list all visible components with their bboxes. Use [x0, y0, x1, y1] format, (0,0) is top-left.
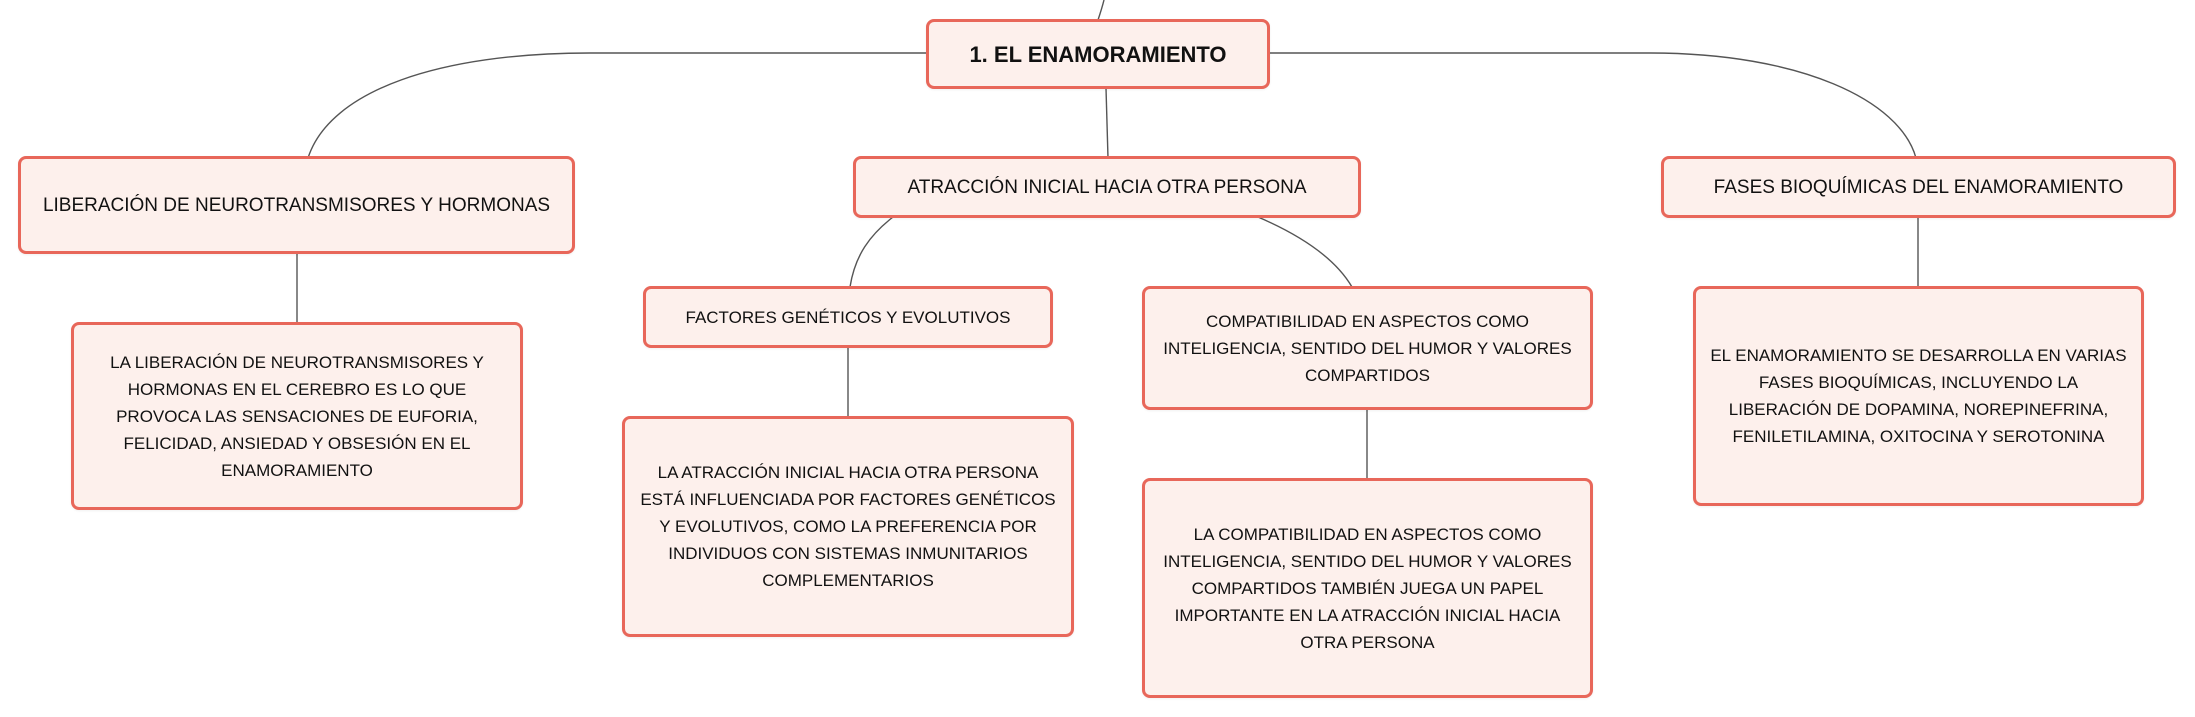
- topic-fases-label: FASES BIOQUÍMICAS DEL ENAMORAMIENTO: [1713, 176, 2124, 198]
- subtopic-compatibilidad-label: COMPATIBILIDAD EN ASPECTOS COMO INTELIGENCIA, SENTIDO DEL HUMOR Y VALORES COMPARTIDOS: [1163, 311, 1572, 385]
- topic-atraccion[interactable]: [853, 156, 1361, 218]
- detail-neurotransmisores-text: LA LIBERACIÓN DE NEUROTRANSMISORES Y HORMONAS EN EL CEREBRO ES LO QUE PROVOCA LAS SENSACIONES DE EUFORIA, FELICIDAD, ANSIEDAD Y OBSESIÓN EN EL ENAMORAMIENTO: [110, 352, 484, 480]
- detail-factores-text: LA ATRACCIÓN INICIAL HACIA OTRA PERSONA ESTÁ INFLUENCIADA POR FACTORES GENÉTICOS Y EVOLUTIVOS, COMO LA PREFERENCIA POR INDIVIDUOS CON SISTEMAS INMUNITARIOS COMPLEMENTARIOS: [640, 463, 1056, 590]
- detail-neurotransmisores[interactable]: [71, 322, 523, 510]
- edge-root-to-atraccion: [1106, 88, 1108, 158]
- edge-root-to-parent: [1098, 0, 1104, 20]
- root-title: 1. EL ENAMORAMIENTO: [969, 41, 1227, 67]
- root-node[interactable]: [926, 19, 1270, 89]
- topic-atraccion-label: ATRACCIÓN INICIAL HACIA OTRA PERSONA: [907, 176, 1307, 198]
- edge-root-to-neurotransmisores: [308, 53, 928, 158]
- detail-fases-text: EL ENAMORAMIENTO SE DESARROLLA EN VARIAS FASES BIOQUÍMICAS, INCLUYENDO LA LIBERACIÓN DE DOPAMINA, NOREPINEFRINA, FENILETILAMINA, OXITOCINA Y SEROTONINA: [1710, 346, 2127, 446]
- detail-fases[interactable]: [1693, 286, 2144, 506]
- detail-compatibilidad[interactable]: [1142, 478, 1593, 698]
- topic-neurotransmisores[interactable]: [18, 156, 575, 254]
- topic-neurotransmisores-label: LIBERACIÓN DE NEUROTRANSMISORES Y HORMONAS: [42, 194, 551, 216]
- subtopic-factores-label: FACTORES GENÉTICOS Y EVOLUTIVOS: [685, 307, 1011, 327]
- topic-fases[interactable]: [1661, 156, 2176, 218]
- detail-factores[interactable]: [622, 416, 1074, 637]
- subtopic-factores[interactable]: [643, 286, 1053, 348]
- subtopic-compatibilidad[interactable]: [1142, 286, 1593, 410]
- detail-compatibilidad-text: LA COMPATIBILIDAD EN ASPECTOS COMO INTELIGENCIA, SENTIDO DEL HUMOR Y VALORES COMPARTIDOS TAMBIÉN JUEGA UN PAPEL IMPORTANTE EN LA ATRACCIÓN INICIAL HACIA OTRA PERSONA: [1163, 524, 1572, 652]
- edge-atraccion-to-compatibilidad: [1258, 217, 1352, 287]
- edge-atraccion-to-factores: [850, 217, 893, 287]
- edge-root-to-fases: [1268, 53, 1916, 158]
